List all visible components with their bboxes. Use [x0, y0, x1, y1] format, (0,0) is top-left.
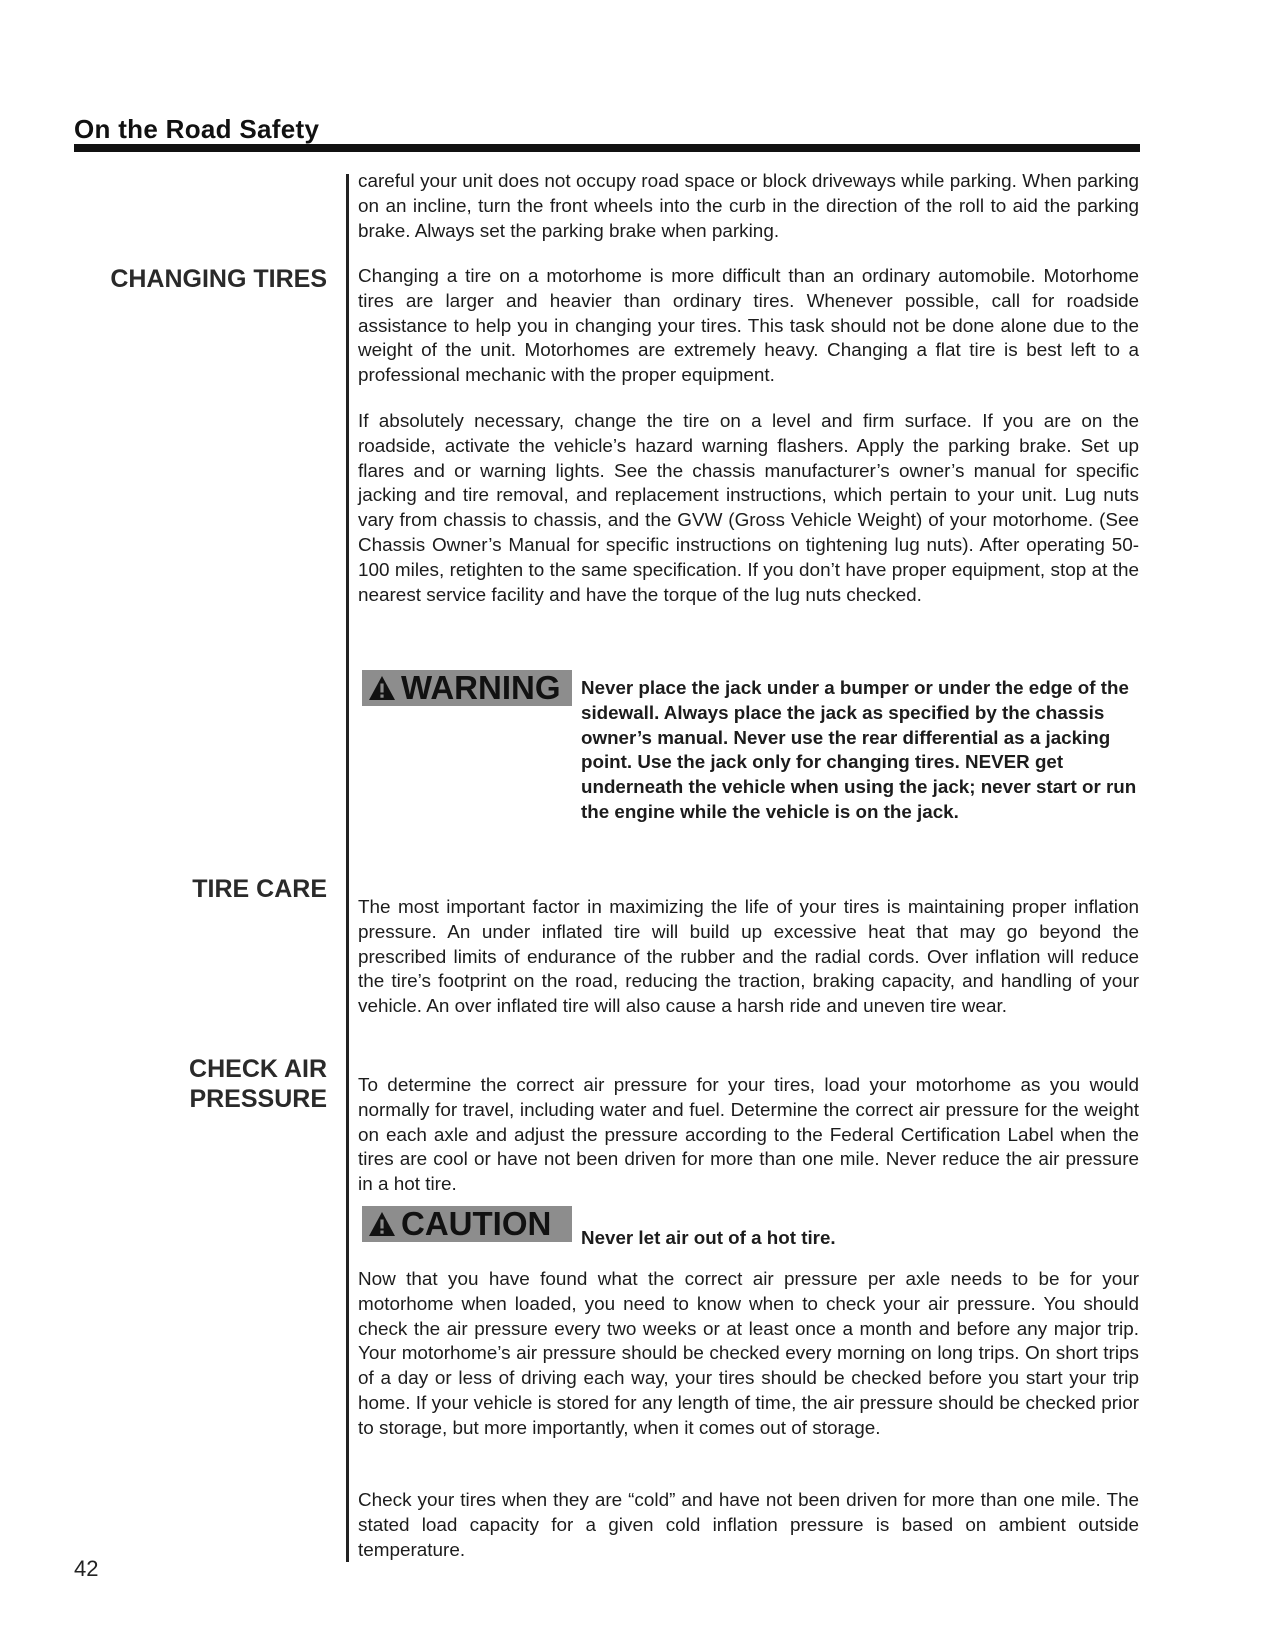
page-number: 42 — [74, 1556, 99, 1581]
warning-label: WARNING — [401, 669, 561, 706]
paragraph-cold-tires: Check your tires when they are “cold” and have not been driven for more than one mile. The stated load capacity for a given cold inflation pressure is based on ambient outside temperature. — [358, 1490, 1139, 1561]
heading-check-air-pressure: CHECK AIR PRESSURE — [189, 1055, 327, 1113]
title-rule — [74, 144, 1140, 152]
column-divider — [346, 174, 349, 1562]
heading-changing-tires: CHANGING TIRES — [110, 265, 327, 293]
caution-label: CAUTION — [401, 1205, 552, 1242]
paragraph-changing-tires: Changing a tire on a motorhome is more difficult than an ordinary automobile. Motorhome tires are larger and heavier than ordinary tires. Whenever possible, call for roadside assistance to help you in changing your tires. This task should not be done alone due to the weight of the unit. Motorhomes are extremely heavy. Changing a flat tire is best left to a professional mechanic with the proper equipment. — [358, 266, 1139, 387]
paragraph-check-pressure: To determine the correct air pressure for your tires, load your motorhome as you would normally for travel, including water and fuel. Determine the correct air pressure for the weight on each axle and adjust the pressure according to the Federal Certification Label when the tires are cool or have not been driven for more than one mile. Never reduce the air pressure in a hot tire. — [358, 1075, 1139, 1196]
paragraph-when-to-check: Now that you have found what the correct air pressure per axle needs to be for your motorhome when loaded, you need to know when to check your air pressure. You should check the air pressure every two weeks or at least once a month and before any major trip. Your motorhome’s air pressure should be checked every morning on long trips. On short trips of a day or less of driving each way, your tires should be checked before you start your trip home. If your vehicle is stored for any length of time, the air pressure should be checked prior to storage, but more importantly, when it comes out of storage. — [358, 1269, 1139, 1439]
warning-triangle-icon — [368, 675, 396, 701]
paragraph-jacking: If absolutely necessary, change the tire on a level and firm surface. If you are on the roadside, activate the vehicle’s hazard warning flashers. Apply the parking brake. Set up flares and or warning lights. See the chassis manufacturer’s owner’s manual for specific jacking and tire removal, and replacement instructions, which pertain to your unit. Lug nuts vary from chassis to chassis, and the GVW (Gross Vehicle Weight) of your motorhome. (See Chassis Owner’s Manual for specific instructions on tightening lug nuts). After operating 50-100 miles, retighten to the same specification. If you don’t have proper equipment, stop at the nearest service facility and have the torque of the lug nuts checked. — [358, 411, 1139, 606]
paragraph-parking: careful your unit does not occupy road space or block driveways while parking. When parking on an incline, turn the front wheels into the curb in the direction of the roll to aid the parking brake. Always set the parking brake when parking. — [358, 171, 1139, 242]
section-title: On the Road Safety — [74, 114, 320, 144]
heading-tire-care: TIRE CARE — [192, 875, 327, 903]
caution-badge — [362, 1206, 572, 1242]
warning-badge — [362, 670, 572, 706]
caution-text: Never let air out of a hot tire. — [581, 1227, 836, 1248]
warning-text: Never place the jack under a bumper or under the edge of the sidewall. Always place the jack as specified by the chassis owner’s manual. Never use the rear differential as a jacking point. Use the jack only for changing tires. NEVER get underneath the vehicle when using the jack; never start or run the engine while the vehicle is on the jack. — [581, 677, 1137, 822]
paragraph-tire-care: The most important factor in maximizing the life of your tires is maintaining proper inflation pressure. An under inflated tire will build up excessive heat that may go beyond the prescribed limits of endurance of the rubber and the radial cords. Over inflation will reduce the tire’s footprint on the road, reducing the traction, braking capacity, and handling of your vehicle. An over inflated tire will also cause a harsh ride and uneven tire wear. — [358, 897, 1139, 1018]
caution-triangle-icon — [368, 1211, 396, 1237]
